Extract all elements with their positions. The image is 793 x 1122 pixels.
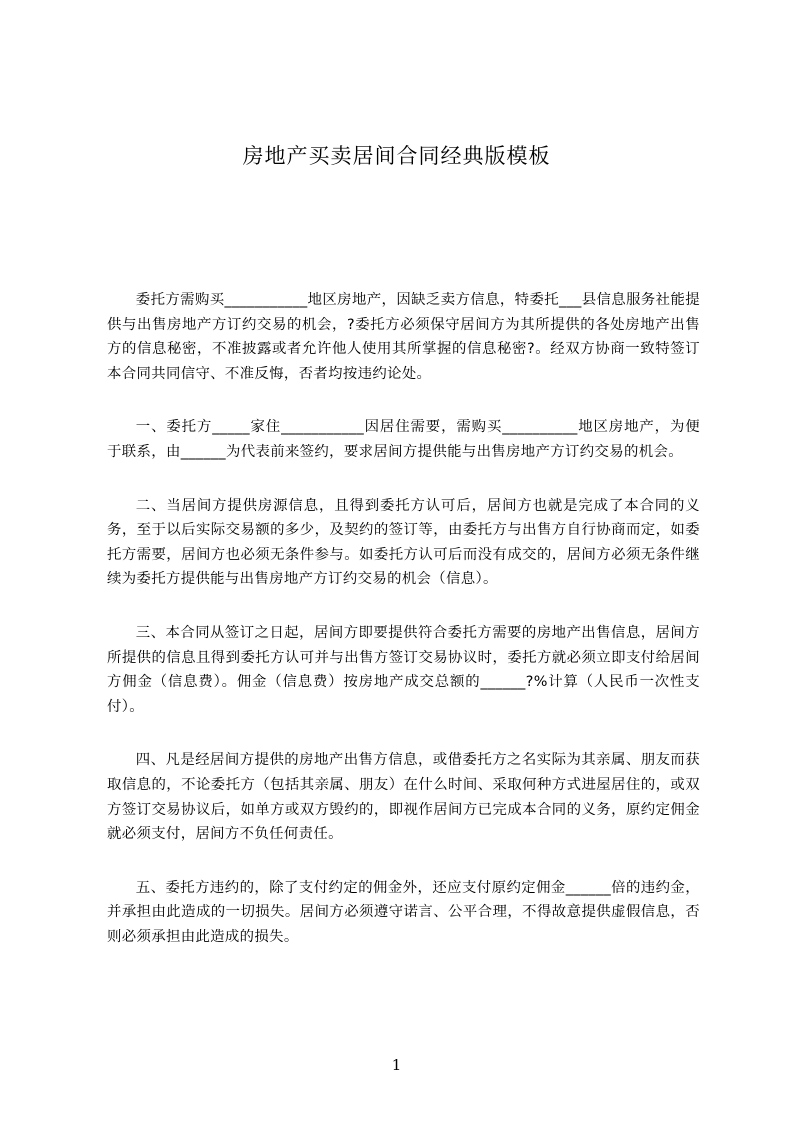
clause-3-paragraph: 三、本合同从签订之日起，居间方即要提供符合委托方需要的房地产出售信息，居间方所提供的信息且得到委托方认可并与出售方签订交易协议时，委托方就必须立即支付给居间方佣金（信息费）。佣金（信息费）按房地产成交总额的______?%计算（人民币一次性支付）。 [107, 624, 700, 715]
intro-paragraph: 委托方需购买___________地区房地产，因缺乏卖方信息，特委托___县信息服务社能提供与出售房地产方订约交易的机会，?委托方必须保守居间方为其所提供的各处房地产出售方的信息秘密，不准披露或者允许他人使用其所掌握的信息秘密?。经双方协商一致特签订本合同共同信守、不准反悔，否者均按违约论处。 [107, 292, 700, 382]
clause-4-paragraph: 四、凡是经居间方提供的房地产出售方信息，或借委托方之名实际为其亲属、朋友而获取信息的，不论委托方（包括其亲属、朋友）在什么时间、采取何种方式进屋居住的，或双方签订交易协议后，如单方或双方毁约的，即视作居间方已完成本合同的义务，原约定佣金就必须支付，居间方不负任何责任。 [107, 752, 700, 843]
page-number: 1 [391, 1056, 402, 1074]
document-body [107, 288, 700, 978]
document-title: 房地产买卖居间合同经典版模板 [242, 144, 551, 168]
clause-1-paragraph: 一、委托方_____家住___________因居住需要，需购买__________地区房地产，为便于联系，由______为代表前来签约，要求居间方提供能与出售房地产方订约交易的机会。 [107, 419, 700, 460]
clause-5-paragraph: 五、委托方违约的，除了支付约定的佣金外，还应支付原约定佣金______倍的违约金，并承担由此造成的一切损失。居间方必须遵守诺言、公平合理，不得故意提供虚假信息，否则必须承担由此造成的损失。 [107, 879, 700, 945]
clause-2-paragraph: 二、当居间方提供房源信息，且得到委托方认可后，居间方也就是完成了本合同的义务，至于以后实际交易额的多少，及契约的签订等，由委托方与出售方自行协商而定，如委托方需要，居间方也必须无条件参与。如委托方认可后而没有成交的，居间方必须无条件继续为委托方提供能与出售房地产方订约交易的机会（信息）。 [107, 497, 700, 588]
